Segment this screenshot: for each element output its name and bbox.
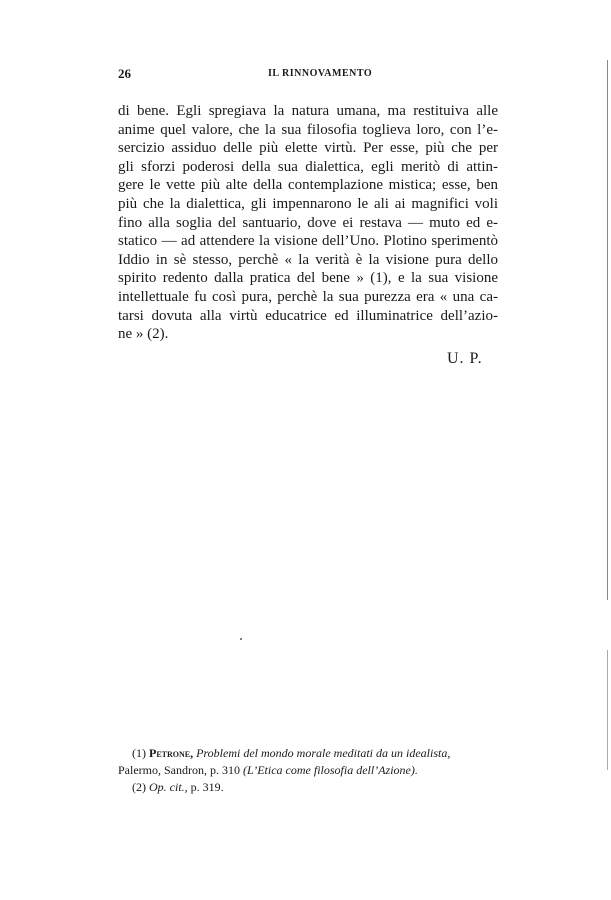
- footnote-title: Problemi del mondo morale meditati da un idealista,: [196, 746, 451, 760]
- body-line: gere le vette più alte della contemplazione mistica; esse, ben: [118, 177, 498, 194]
- body-line: sercizio assiduo delle più elette virtù. Per esse, più che per: [118, 140, 498, 157]
- footnote-page: p. 319.: [190, 780, 224, 794]
- body-line: spirito redento dalla pratica del bene » (1), e la sua visione: [118, 270, 498, 287]
- footnotes: [118, 745, 510, 796]
- footnote-marker: (1): [132, 746, 146, 760]
- footnote-2: [118, 779, 510, 796]
- page-edge-line-lower: [607, 650, 608, 770]
- signature: U. P.: [447, 350, 483, 367]
- footnote-publisher: Palermo, Sandron, p. 310: [118, 763, 240, 777]
- footnote-subtitle: (L’Etica come filosofia dell’Azione).: [243, 763, 418, 777]
- body-line: Iddio in sè stesso, perchè « la verità è la visione pura dello: [118, 251, 498, 268]
- footnote-ref: Op. cit.,: [149, 780, 188, 794]
- footnote-author: Petrone,: [149, 746, 194, 760]
- running-title: IL RINNOVAMENTO: [268, 68, 373, 79]
- main-text: [118, 102, 498, 344]
- footnote-marker: (2): [132, 780, 146, 794]
- body-line: fino alla soglia del santuario, dove ei restava — muto ed e-: [118, 214, 498, 231]
- page-edge-line: [607, 60, 608, 600]
- body-line: più che la dialettica, gli impennarono le ali ai magnifici voli: [118, 195, 498, 212]
- page-number: 26: [118, 66, 131, 81]
- stray-dot: [240, 638, 242, 640]
- body-line: statico — ad attendere la visione dell’Uno. Plotino sperimentò: [118, 233, 498, 250]
- body-line: intellettuale fu così pura, perchè la sua purezza era « una ca-: [118, 288, 498, 305]
- footnote-1: [118, 745, 510, 762]
- body-line: anime quel valore, che la sua filosofia toglieva loro, con l’e-: [118, 121, 498, 138]
- body-line: ne » (2).: [118, 326, 169, 343]
- body-line: tarsi dovuta alla virtù educatrice ed illuminatrice dell’azio-: [118, 307, 498, 324]
- body-line: di bene. Egli spregiava la natura umana, ma restituiva alle: [118, 103, 498, 119]
- footnote-1-continuation: [118, 762, 510, 779]
- running-head: [118, 66, 498, 84]
- body-line: gli sforzi poderosi della sua dialettica, egli meritò di attin-: [118, 158, 498, 175]
